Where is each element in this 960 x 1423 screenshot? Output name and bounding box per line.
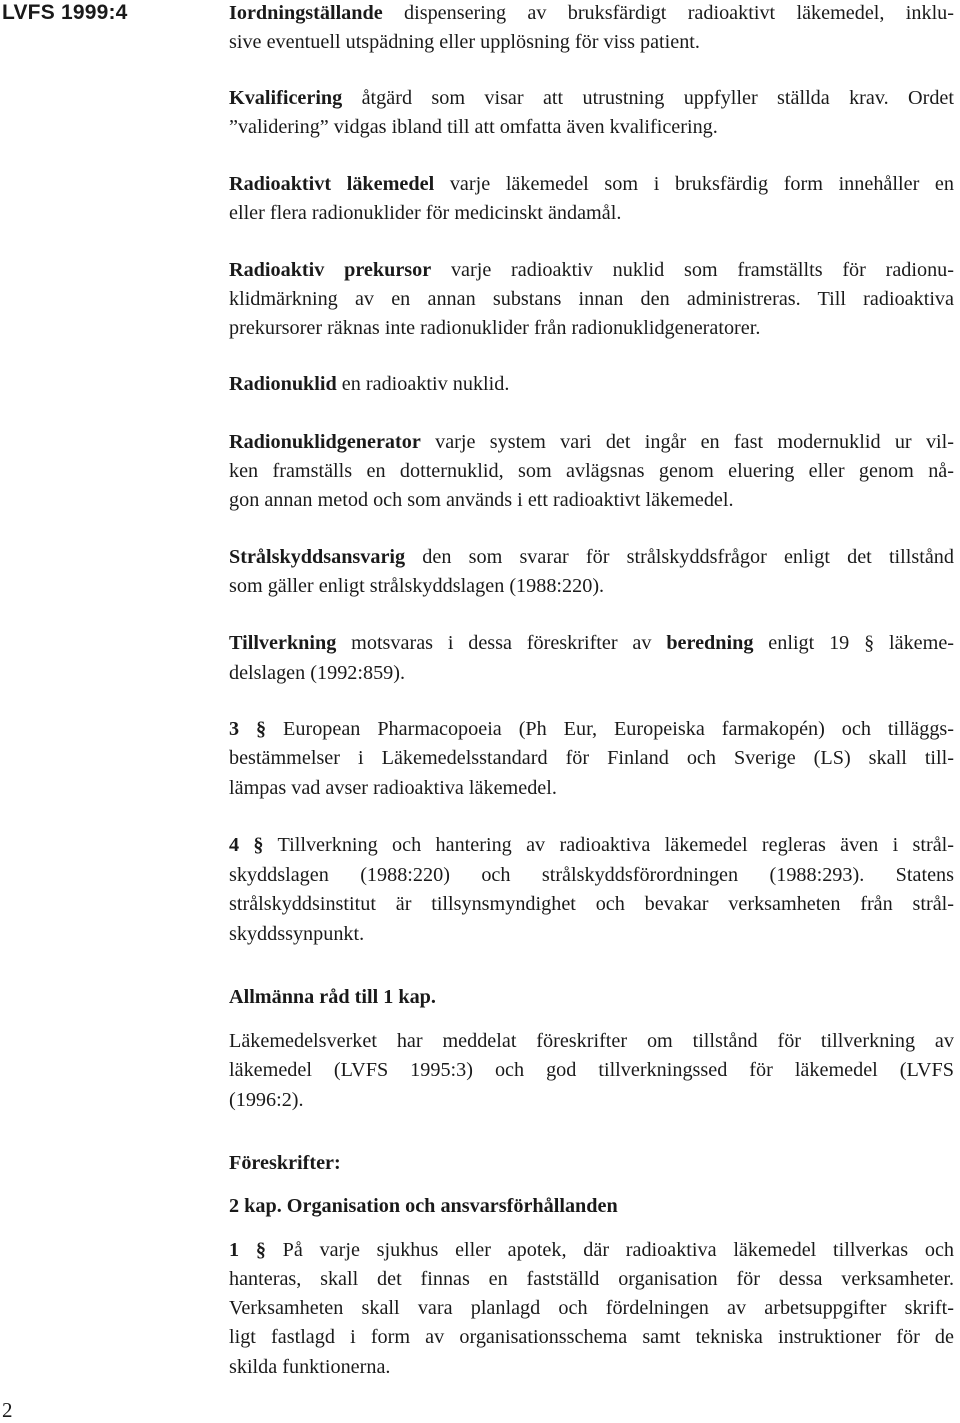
line-text: ligt fastlagd i form av organisationsschema samt tekniska instruktioner för de [229,1326,954,1348]
document-code: LVFS 1999:4 [2,1,128,24]
text-line [229,257,954,283]
line-text: motsvaras i dessa föreskrifter av [336,632,667,654]
text-line [229,1057,954,1083]
text-line [229,544,954,570]
bold-term: Radionuklid [229,373,337,395]
line-text: som gäller enligt strålskyddslagen (1988:220). [229,575,605,597]
line-text: Verksamheten skall vara planlagd och fördelningen av arbetsuppgifter skrift- [229,1297,954,1319]
bold-term: Radioaktiv prekursor [229,259,432,281]
line-text: eller flera radionuklider för medicinskt ändamål. [229,202,622,224]
text-line [229,1087,954,1113]
bold-term: 4 § [229,834,264,856]
bold-term: 2 kap. Organisation och ansvarsförhållanden [229,1195,618,1217]
line-text: hanteras, skall det finnas en fastställd organisation för dessa verksamheter. [229,1268,954,1290]
text-line [229,371,954,397]
line-text: en radioaktiv nuklid. [336,373,510,395]
text-line [229,630,954,656]
line-text: På varje sjukhus eller apotek, där radioaktiva läkemedel tillverkas och [265,1239,954,1261]
line-text: bestämmelser i Läkemedelsstandard för Finland och Sverige (LS) skall till- [229,747,954,769]
line-text: skyddssynpunkt. [229,923,365,945]
text-line [229,458,954,484]
text-line [229,775,954,801]
text-line [229,660,954,686]
bold-term: Kvalificering [229,87,343,109]
line-text: sive eventuell utspädning eller upplösning för viss patient. [229,31,700,53]
text-line [229,716,954,742]
line-text: dispensering av bruksfärdigt radioaktivt läkemedel, inklu- [382,2,954,24]
text-line [229,1237,954,1263]
line-text: delslagen (1992:859). [229,662,406,684]
text-line [229,29,954,55]
text-line [229,85,954,111]
bold-term: 1 § [229,1239,266,1261]
line-text: enligt 19 § läkeme- [753,632,955,654]
line-text: (1996:2). [229,1089,304,1111]
line-text: den som svarar för strålskyddsfrågor enligt det tillstånd [405,546,954,568]
text-line [229,745,954,771]
text-line [229,114,954,140]
line-text: Läkemedelsverket har meddelat föreskrifter om tillstånd för tillverkning av [229,1030,954,1052]
line-text: lämpas vad avser radioaktiva läkemedel. [229,777,557,799]
bold-term: Tillverkning [229,632,337,654]
bold-term: Allmänna råd till 1 kap. [229,986,436,1008]
text-line [229,1266,954,1292]
text-line [229,171,954,197]
text-line [229,1193,954,1219]
text-line [229,286,954,312]
line-text: varje system vari det ingår en fast modernuklid ur vil- [420,431,954,453]
line-text: ken framställs en dotternuklid, som avlägsnas genom eluering eller genom nå- [229,460,954,482]
text-line [229,1354,954,1380]
line-text: varje läkemedel som i bruksfärdig form innehåller en [434,173,954,195]
text-line [229,315,954,341]
line-text: Tillverkning och hantering av radioaktiva läkemedel regleras även i strål- [263,834,954,856]
text-line [229,429,954,455]
bold-term: Strålskyddsansvarig [229,546,406,568]
text-line [229,1295,954,1321]
text-line [229,1324,954,1350]
bold-term: Föreskrifter: [229,1152,341,1174]
text-line [229,921,954,947]
text-line [229,487,954,513]
bold-term: Iordningställande [229,2,383,24]
line-text: skyddslagen (1988:220) och strålskyddsförordningen (1988:293). Statens [229,864,954,886]
page-number: 2 [2,1398,13,1422]
line-text: gon annan metod och som används i ett radioaktivt läkemedel. [229,489,734,511]
line-text: åtgärd som visar att utrustning uppfyller ställda krav. Ordet [342,87,954,109]
text-line [229,891,954,917]
bold-term: 3 § [229,718,267,740]
bold-term: beredning [666,632,754,654]
text-line [229,0,954,26]
text-line [229,832,954,858]
text-line [229,1150,954,1176]
text-line [229,200,954,226]
line-text: strålskyddsinstitut är tillsynsmyndighet och bevakar verksamheten från strål- [229,893,954,915]
line-text: läkemedel (LVFS 1995:3) och god tillverkningssed för läkemedel (LVFS [229,1059,954,1081]
bold-term: Radionuklidgenerator [229,431,421,453]
line-text: prekursorer räknas inte radionuklider från radionuklidgeneratorer. [229,317,761,339]
line-text: skilda funktionerna. [229,1356,391,1378]
line-text: varje radioaktiv nuklid som framställts för radionu- [431,259,954,281]
text-line [229,1028,954,1054]
text-line [229,862,954,888]
line-text: klidmärkning av en annan substans innan den administreras. Till radioaktiva [229,288,954,310]
text-line [229,984,954,1010]
line-text: ”validering” vidgas ibland till att omfatta även kvalificering. [229,116,718,138]
line-text: European Pharmacopoeia (Ph Eur, Europeiska farmakopén) och tilläggs- [266,718,955,740]
text-line [229,573,954,599]
bold-term: Radioaktivt läkemedel [229,173,435,195]
